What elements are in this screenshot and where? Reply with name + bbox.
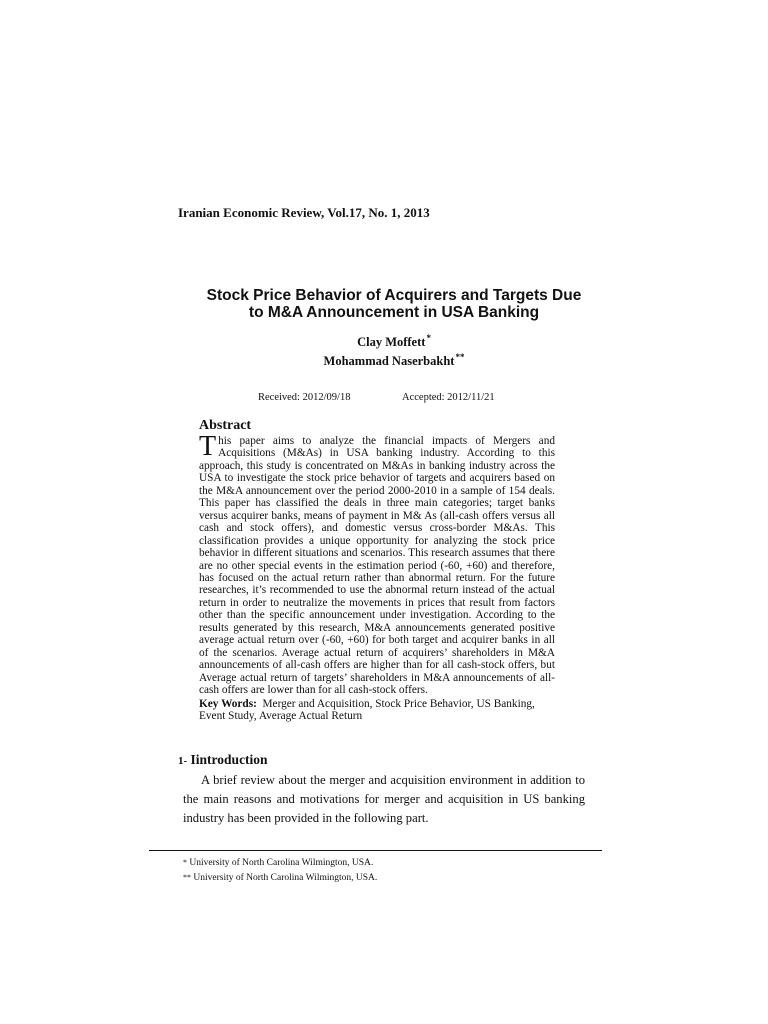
footnote-mark: **: [183, 873, 191, 882]
title-line-1: Stock Price Behavior of Acquirers and Targets Due: [206, 287, 582, 304]
section-title: Iintroduction: [190, 752, 268, 767]
paper-title: [150, 287, 638, 321]
footnote-text: University of North Carolina Wilmington, USA.: [193, 873, 378, 883]
received-date: Received: 2012/09/18: [258, 392, 351, 403]
author-mark: *: [426, 333, 431, 343]
journal-header: Iranian Economic Review, Vol.17, No. 1, 2013: [178, 205, 430, 220]
author-mark: **: [455, 352, 465, 362]
footnote-2: [183, 873, 377, 883]
keywords-text: Merger and Acquisition, Stock Price Behavior, US Banking, Event Study, Average Actual Return: [199, 697, 535, 722]
abstract-heading: Abstract: [199, 418, 252, 433]
author-name: Mohammad Naserbakht: [323, 354, 455, 369]
author-2: [150, 352, 638, 369]
author-1: [150, 333, 638, 350]
intro-paragraph: A brief review about the merger and acquisition environment in addition to the main reasons and motivations for merger and acquisition in US banking industry has been provided in the following part.: [183, 773, 585, 825]
section-number: 1-: [178, 755, 188, 767]
footnote-divider: [149, 850, 602, 851]
abstract-dropcap: T: [199, 431, 217, 462]
section-heading: [178, 752, 268, 768]
author-name: Clay Moffett: [357, 335, 426, 350]
keywords-label: Key Words:: [199, 697, 257, 710]
abstract-body: [199, 431, 555, 722]
dates-line: [258, 392, 495, 403]
abstract-text: his paper aims to analyze the financial impacts of Mergers and Acquisitions (M&As) in USA banking industry. According to this approach, this study is concentrated on M&As in banking industry across the USA to investigate the stock price behavior of targets and acquirers based on the M&A announcement over the period 2000-2010 in a sample of 154 deals. This paper has classified the deals in three main categories; target banks versus acquirer banks, means of payment in M& As (all-cash offers versus all cash and stock offers), and domestic versus cross-border M&As. This classification provides a unique opportunity for analyzing the stock price behavior in different situations and scenarios. This research assumes that there are no other special events in the estimation period (-60, +60) and therefore, has focused on the actual return rather than abnormal return. For the future researches, it’s recommended to use the abnormal return instead of the actual return in order to neutralize the movements in prices that result from factors other than the specific announcement under investigation. According to the results generated by this research, M&A announcements generated positive average actual return over (-60, +60) for both target and acquirer banks in all of the scenarios. Average actual return of acquirers’ shareholders in M&A announcements of all-cash offers are higher than for all cash-stock offers, but Average actual return of targets’ shareholders in M&A announcements of all-cash offers are lower than for all cash-stock offers.: [199, 435, 555, 697]
footnote-1: [183, 858, 373, 868]
accepted-date: Accepted: 2012/11/21: [402, 392, 495, 403]
keywords: [199, 698, 555, 723]
footnote-text: University of North Carolina Wilmington, USA.: [189, 858, 374, 868]
footnote-mark: *: [183, 858, 187, 867]
title-line-2: to M&A Announcement in USA Banking: [248, 304, 540, 321]
